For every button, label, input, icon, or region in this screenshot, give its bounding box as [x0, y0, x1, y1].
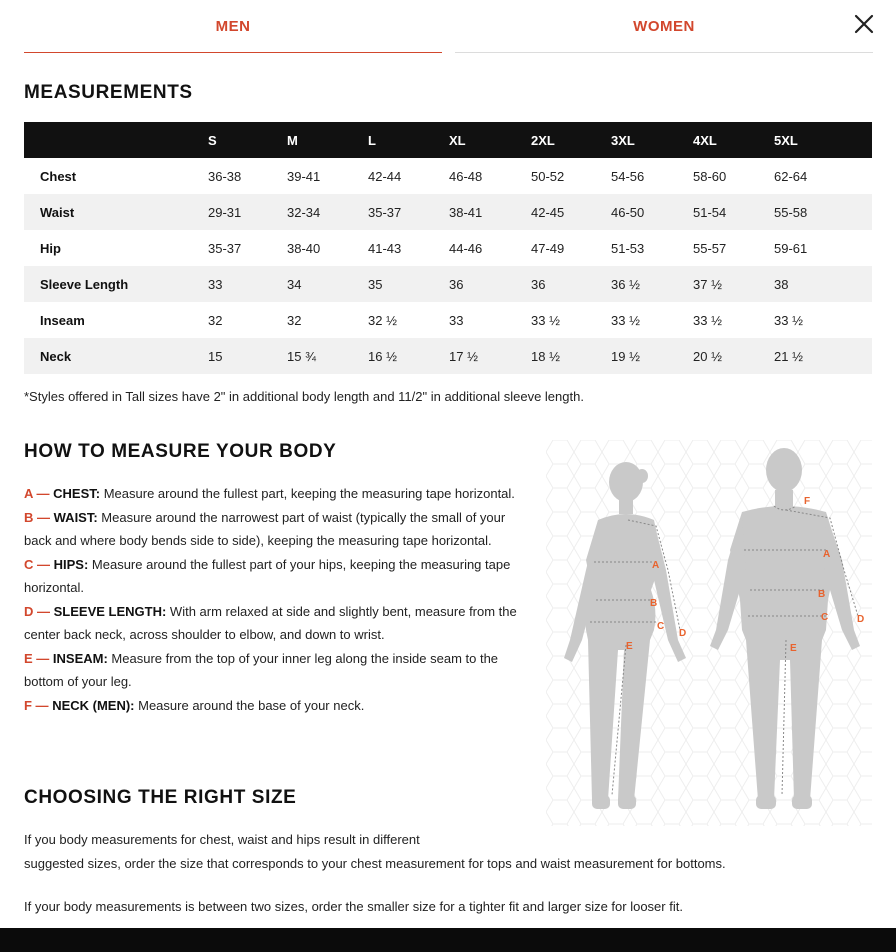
- table-cell: 33 ½: [531, 312, 560, 328]
- table-cell: 41-43: [368, 240, 402, 256]
- header-empty: [24, 122, 208, 158]
- step-waist: [24, 506, 524, 553]
- header-size: M: [287, 122, 368, 158]
- tall-sizes-footnote: *Styles offered in Tall sizes have 2" in additional body length and 11/2" in additional sleeve length.: [24, 389, 584, 404]
- choosing-size-paragraph-1: [24, 828, 844, 875]
- tab-women[interactable]: WOMEN: [455, 0, 873, 53]
- step-term: HIPS:: [53, 556, 89, 572]
- header-size: 4XL: [693, 122, 774, 158]
- figure-label-a: A: [823, 549, 831, 560]
- step-chest: [24, 482, 524, 506]
- table-cell: 54-56: [611, 168, 645, 184]
- step-term: CHEST:: [53, 486, 101, 501]
- header-size: 2XL: [531, 122, 611, 158]
- row-label: Neck: [24, 338, 208, 374]
- row-label: Inseam: [40, 312, 85, 328]
- figure-label-a: A: [652, 560, 660, 571]
- header-size: S: [208, 122, 287, 158]
- table-cell: 32: [287, 312, 302, 328]
- table-cell: 34: [287, 266, 368, 302]
- table-cell: 62-64: [774, 168, 808, 184]
- table-cell: 51-54: [693, 194, 774, 230]
- step-term: INSEAM:: [52, 650, 108, 666]
- header-size: XL: [449, 122, 531, 158]
- step-letter: A —: [24, 486, 50, 501]
- table-cell: 33 ½: [611, 312, 640, 328]
- step-inseam: [24, 647, 524, 694]
- table-cell: 35-37: [368, 194, 449, 230]
- table-cell: 32 ½: [368, 312, 397, 328]
- table-row: [24, 302, 872, 338]
- figure-label-b: B: [650, 598, 658, 609]
- figure-label-d: D: [857, 614, 865, 625]
- table-cell: 46-48: [449, 168, 483, 184]
- header-size: 3XL: [611, 122, 693, 158]
- table-cell: 29-31: [208, 194, 287, 230]
- table-cell: 55-58: [774, 194, 872, 230]
- choosing-size-title: CHOOSING THE RIGHT SIZE: [24, 787, 297, 808]
- table-cell: 42-45: [531, 194, 611, 230]
- table-row: [24, 338, 872, 374]
- figure-label-c: C: [657, 621, 665, 632]
- row-label: Waist: [24, 194, 208, 230]
- table-cell: 33: [449, 312, 464, 328]
- figure-label-d: D: [679, 628, 687, 639]
- table-cell: 33: [208, 266, 287, 302]
- step-sleeve-length: [24, 600, 524, 647]
- choosing-line-2: suggested sizes, order the size that corresponds to your chest measurement for tops and waist measurement for bottoms.: [24, 855, 726, 871]
- step-text: Measure around the narrowest part of waist (typically the small of your back and where body bends side to side), keeping the measuring tape horizontal.: [24, 509, 506, 548]
- table-cell: 44-46: [449, 240, 483, 256]
- header-size: 5XL: [774, 122, 872, 158]
- table-cell: 55-57: [693, 240, 727, 256]
- table-cell: 32: [208, 312, 223, 328]
- table-cell: 36: [449, 266, 531, 302]
- step-letter: F —: [24, 697, 49, 713]
- measurements-title: MEASUREMENTS: [24, 82, 193, 103]
- header-size: L: [368, 122, 449, 158]
- figure-label-c: C: [821, 612, 829, 623]
- table-cell: 15: [208, 338, 287, 374]
- gender-tabs: [24, 0, 872, 54]
- table-cell: 33 ½: [774, 312, 803, 328]
- step-letter: B —: [24, 509, 50, 525]
- table-cell: 38-40: [287, 240, 321, 256]
- table-cell: 33 ½: [693, 312, 722, 328]
- size-chart-table: [24, 122, 872, 374]
- table-cell: 37 ½: [693, 266, 774, 302]
- step-term: NECK (MEN):: [52, 697, 135, 713]
- step-letter: D —: [24, 603, 50, 619]
- table-cell: 20 ½: [693, 338, 774, 374]
- table-cell: 47-49: [531, 240, 565, 256]
- step-text: Measure around the base of your neck.: [134, 697, 365, 713]
- table-cell: 32-34: [287, 194, 368, 230]
- table-cell: 18 ½: [531, 338, 611, 374]
- step-letter: E —: [24, 650, 50, 666]
- table-row: [24, 158, 872, 194]
- body-measurement-illustration: [546, 440, 872, 826]
- table-cell: 19 ½: [611, 338, 693, 374]
- table-row: [24, 230, 872, 266]
- table-cell: 51-53: [611, 240, 645, 256]
- table-cell: 39-41: [287, 168, 321, 184]
- figure-label-b: B: [818, 589, 826, 600]
- close-icon[interactable]: [852, 12, 876, 36]
- step-text: With arm relaxed at side and slightly bent, measure from the center back neck, across shoulder to elbow, and down to wrist.: [24, 603, 517, 642]
- step-hips: [24, 553, 524, 600]
- choosing-line-1: If you body measurements for chest, waist and hips result in different: [24, 832, 420, 847]
- step-text: Measure around the fullest part of your hips, keeping the measuring tape horizontal.: [24, 556, 511, 595]
- table-row: [24, 266, 872, 302]
- figure-label-e: E: [790, 643, 797, 654]
- table-cell: 16 ½: [368, 338, 449, 374]
- step-neck: [24, 694, 524, 718]
- table-cell: 58-60: [693, 168, 727, 184]
- step-text: Measure around the fullest part, keeping the measuring tape horizontal.: [100, 486, 515, 501]
- row-label: Hip: [40, 240, 61, 256]
- table-cell: 21 ½: [774, 338, 872, 374]
- table-cell: 42-44: [368, 168, 402, 184]
- step-text: Measure from the top of your inner leg along the inside seam to the bottom of your leg.: [24, 650, 499, 689]
- table-cell: 38: [774, 266, 872, 302]
- bottom-bar: [0, 928, 896, 952]
- table-cell: 46-50: [611, 194, 693, 230]
- table-cell: 50-52: [531, 168, 565, 184]
- table-cell: 38-41: [449, 194, 531, 230]
- figure-label-f: F: [804, 496, 811, 507]
- step-letter: C —: [24, 556, 50, 572]
- table-cell: 15 ¾: [287, 338, 368, 374]
- step-term: SLEEVE LENGTH:: [53, 603, 167, 619]
- table-cell: 36 ½: [611, 266, 693, 302]
- table-cell: 36: [531, 266, 611, 302]
- row-label: Sleeve Length: [24, 266, 208, 302]
- tab-men[interactable]: MEN: [24, 0, 442, 53]
- table-cell: 17 ½: [449, 338, 531, 374]
- table-cell: 35: [368, 266, 449, 302]
- row-label: Chest: [40, 168, 77, 184]
- choosing-size-paragraph-2: If your body measurements is between two sizes, order the smaller size for a tighter fit and larger size for looser fit.: [24, 899, 683, 914]
- figure-label-e: E: [626, 641, 633, 652]
- table-header-row: [24, 122, 872, 158]
- step-term: WAIST:: [53, 509, 98, 525]
- table-row: [24, 194, 872, 230]
- how-to-measure-title: HOW TO MEASURE YOUR BODY: [24, 441, 337, 462]
- table-cell: 36-38: [208, 168, 242, 184]
- measure-steps: [24, 482, 524, 717]
- table-cell: 59-61: [774, 240, 808, 256]
- table-cell: 35-37: [208, 240, 242, 256]
